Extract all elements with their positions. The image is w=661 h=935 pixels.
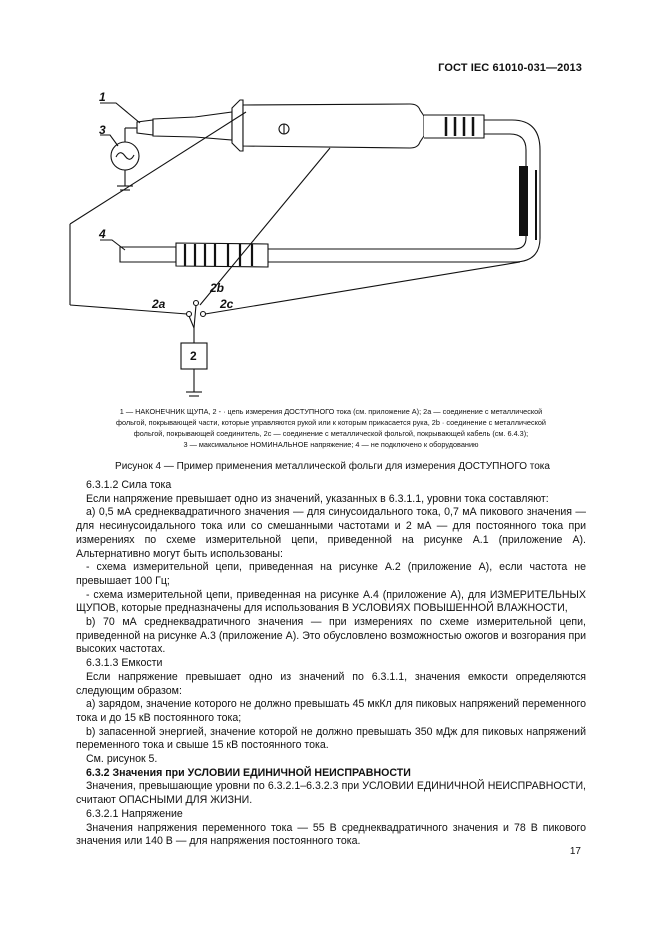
legend-line: фольгой, покрывающей соединитель, 2c — соединение с металлической фольгой, покрывающей кабель (см. 6.4.3);: [133, 429, 529, 438]
page-number: 17: [569, 846, 581, 857]
label-1: 1: [99, 90, 106, 104]
label-4: 4: [99, 227, 106, 241]
label-2b: 2b: [210, 281, 225, 295]
contact-2b: [194, 301, 199, 306]
paragraph: Если напряжение превышает одно из значений по 6.3.1.1, значения емкости определяются следующим образом:: [76, 670, 586, 697]
paragraph: Если напряжение превышает одно из значений, указанных в 6.3.1.1, уровни тока составляют:: [86, 492, 549, 505]
lower-probe: [120, 247, 176, 262]
paragraph: b) запасенной энергией, значение которой не должно превышать 350 мДж для пиковых напряжений переменного тока и свыше 15 кВ постоянного тока.: [76, 725, 586, 752]
figure-legend: [76, 406, 586, 450]
document-header: ГОСТ IEC 61010-031—2013: [438, 62, 582, 74]
label-2c: 2c: [220, 297, 234, 311]
paragraph: Значения, превышающие уровни по 6.3.2.1–6.3.2.3 при УСЛОВИИ ЕДИНИЧНОЙ НЕИСПРАВНОСТИ, считают ОПАСНЫМИ ДЛЯ ЖИЗНИ.: [76, 780, 586, 807]
label-3: 3: [99, 123, 106, 137]
body-text: [76, 479, 586, 849]
probe-guard: [232, 100, 243, 151]
contact-2c: [201, 312, 206, 317]
subsection-heading: 6.3.1.2 Сила тока: [86, 479, 172, 491]
paragraph: - схема измерительной цепи, приведенная на рисунке А.2 (приложение А), если частота не превышает 100 Гц;: [76, 561, 586, 587]
legend-line: фольгой, покрывающей части, которые управляются рукой или к которым прикасается рука, 2b · соединение с металлической: [115, 418, 547, 427]
paragraph: а) зарядом, значение которого не должно превышать 45 мкКл для пиковых напряжений переменного тока и до 15 кВ постоянного тока;: [76, 698, 586, 724]
legend-line: 3 — максимальное НОМИНАЛЬНОЕ напряжение; 4 — не подключено к оборудованию: [183, 440, 479, 449]
paragraph: b) 70 мА среднеквадратичного значения — при измерениях по схеме измерительной цепи, приведенной на рисунке А.3 (приложение А). Это обусловлено возможностью ожогов и возгорания при высоких частотах.: [76, 616, 586, 656]
paragraph: - схема измерительной цепи, приведенная на рисунке А.4 (приложение А), для ИЗМЕРИТЕЛЬНЫХ ЩУПОВ, которые предназначены для использования В УСЛОВИЯХ ПОВЫШЕННОЙ ВЛАЖНОСТИ,: [76, 588, 586, 615]
paragraph: а) 0,5 мА среднеквадратичного значения — для синусоидального тока, 0,7 мА пикового значения — для несинусоидального тока или со смешанными частотами и 2 мА — для постоянного тока при измерениях по схеме измерительной цепи, приведенной на рисунке А.1 (приложение А). Альтернативно могут быть использованы:: [76, 506, 586, 560]
probe-handle: [243, 104, 424, 148]
paragraph: Значения напряжения переменного тока — 55 В среднеквадратичного значения и 78 В пикового значения или 140 В — для напряжения постоянного тока.: [76, 821, 586, 848]
label-2a: 2a: [152, 297, 166, 311]
subsection-heading: 6.3.2.1 Напряжение: [86, 807, 183, 820]
legend-line: 1 — НАКОНЕЧНИК ЩУПА, 2 - · цепь измерения ДОСТУПНОГО тока (см. приложение А); 2a — соединение с металлической: [119, 407, 543, 416]
figure-caption: Рисунок 4 — Пример применения металлической фольги для измерения ДОСТУПНОГО тока: [115, 461, 550, 472]
contact-2a: [187, 312, 192, 317]
label-2: 2: [190, 349, 197, 363]
section-heading: 6.3.2 Значения при УСЛОВИИ ЕДИНИЧНОЙ НЕИСПРАВНОСТИ: [86, 766, 411, 779]
subsection-heading: 6.3.1.3 Емкости: [86, 657, 163, 670]
probe-diagram: [0, 0, 661, 400]
paragraph: См. рисунок 5.: [86, 753, 158, 766]
probe-handle-front: [153, 112, 232, 140]
